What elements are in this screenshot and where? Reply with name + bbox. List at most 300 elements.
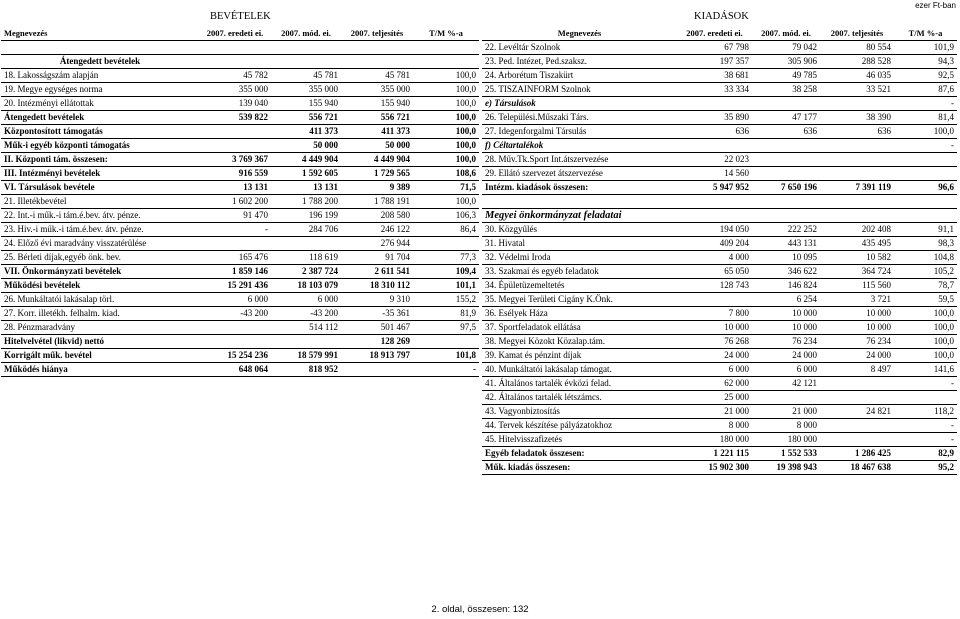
row-label: III. Intézményi bevételek bbox=[1, 167, 199, 181]
table-row bbox=[482, 391, 957, 405]
table-row bbox=[482, 321, 957, 335]
value-original bbox=[677, 293, 752, 307]
value-original bbox=[199, 321, 271, 335]
value-original: 409 204 bbox=[677, 237, 752, 251]
value-modified bbox=[271, 41, 341, 55]
value-percent bbox=[413, 237, 479, 251]
value-percent: 155,2 bbox=[413, 293, 479, 307]
value-actual: 411 373 bbox=[341, 125, 413, 139]
value-original bbox=[199, 41, 271, 55]
value-actual: 1 729 565 bbox=[341, 167, 413, 181]
value-modified: 49 785 bbox=[752, 69, 820, 83]
value-modified: 19 398 943 bbox=[752, 461, 820, 475]
value-original: 636 bbox=[677, 125, 752, 139]
table-row bbox=[482, 307, 957, 321]
value-original: 8 000 bbox=[677, 419, 752, 433]
value-actual: 435 495 bbox=[820, 237, 894, 251]
value-modified: 818 952 bbox=[271, 363, 341, 377]
value-percent: 100,0 bbox=[413, 195, 479, 209]
value-original: 38 681 bbox=[677, 69, 752, 83]
value-percent: 100,0 bbox=[413, 97, 479, 111]
table-row bbox=[482, 125, 957, 139]
value-original: 194 050 bbox=[677, 223, 752, 237]
row-label: 27. Korr. illetékh. felhalm. kiad. bbox=[1, 307, 199, 321]
row-label: II. Központi tám. összesen: bbox=[1, 153, 199, 167]
value-percent: - bbox=[894, 377, 957, 391]
value-percent: 81,4 bbox=[894, 111, 957, 125]
table-row bbox=[1, 153, 479, 167]
value-modified: 6 254 bbox=[752, 293, 820, 307]
row-label: 29. Ellátó szervezet átszervezése bbox=[482, 167, 677, 181]
value-actual: 76 234 bbox=[820, 335, 894, 349]
value-modified: 443 131 bbox=[752, 237, 820, 251]
value-modified: 42 121 bbox=[752, 377, 820, 391]
value-percent: 77,3 bbox=[413, 251, 479, 265]
col-percent: T/M %-a bbox=[894, 26, 957, 41]
value-actual: 24 821 bbox=[820, 405, 894, 419]
value-actual bbox=[820, 209, 894, 223]
value-actual bbox=[341, 363, 413, 377]
value-percent: 100,0 bbox=[894, 125, 957, 139]
value-modified: 146 824 bbox=[752, 279, 820, 293]
table-row bbox=[482, 223, 957, 237]
value-percent: 141,6 bbox=[894, 363, 957, 377]
value-original: 165 476 bbox=[199, 251, 271, 265]
value-actual bbox=[820, 419, 894, 433]
table-row bbox=[482, 419, 957, 433]
value-modified bbox=[752, 139, 820, 153]
table-row bbox=[1, 349, 479, 363]
value-actual: 7 391 119 bbox=[820, 181, 894, 195]
value-original: 916 559 bbox=[199, 167, 271, 181]
col-actual: 2007. teljesítés bbox=[341, 26, 413, 41]
table-row bbox=[482, 237, 957, 251]
value-percent: 100,0 bbox=[413, 111, 479, 125]
value-modified: 10 000 bbox=[752, 307, 820, 321]
table-row bbox=[482, 83, 957, 97]
row-label bbox=[1, 41, 199, 55]
value-modified: 50 000 bbox=[271, 139, 341, 153]
value-modified: 10 000 bbox=[752, 321, 820, 335]
value-modified: 411 373 bbox=[271, 125, 341, 139]
value-modified: 24 000 bbox=[752, 349, 820, 363]
revenues-section-title: BEVÉTELEK bbox=[210, 11, 271, 22]
row-label: 38. Megyei Közokt Közalap.tám. bbox=[482, 335, 677, 349]
value-modified: 8 000 bbox=[752, 419, 820, 433]
table-row bbox=[482, 55, 957, 69]
value-original bbox=[677, 195, 752, 209]
value-percent: 71,5 bbox=[413, 181, 479, 195]
row-label: Intézm. kiadások összesen: bbox=[482, 181, 677, 195]
row-label: e) Társulások bbox=[482, 97, 677, 111]
value-original bbox=[199, 55, 271, 69]
value-actual: 246 122 bbox=[341, 223, 413, 237]
col-modified: 2007. mód. ei. bbox=[752, 26, 820, 41]
value-original: 45 782 bbox=[199, 69, 271, 83]
table-row bbox=[482, 377, 957, 391]
value-actual: 636 bbox=[820, 125, 894, 139]
value-modified: 118 619 bbox=[271, 251, 341, 265]
value-actual bbox=[820, 153, 894, 167]
row-label: 21. Illetékbevétel bbox=[1, 195, 199, 209]
table-row bbox=[1, 209, 479, 223]
row-label bbox=[482, 195, 677, 209]
value-modified: 6 000 bbox=[271, 293, 341, 307]
value-modified: 355 000 bbox=[271, 83, 341, 97]
row-label: Megyei önkormányzat feladatai bbox=[482, 209, 677, 223]
value-modified bbox=[752, 153, 820, 167]
table-row bbox=[1, 335, 479, 349]
value-modified: 1 592 605 bbox=[271, 167, 341, 181]
row-label: 28. Műv.Tk.Sport Int.átszervezése bbox=[482, 153, 677, 167]
table-row bbox=[1, 223, 479, 237]
value-modified bbox=[271, 55, 341, 69]
value-original: 15 254 236 bbox=[199, 349, 271, 363]
value-original bbox=[199, 125, 271, 139]
value-percent: 101,9 bbox=[894, 41, 957, 55]
value-percent: 108,6 bbox=[413, 167, 479, 181]
value-actual: 1 286 425 bbox=[820, 447, 894, 461]
value-original: 648 064 bbox=[199, 363, 271, 377]
row-label: 32. Védelmi Iroda bbox=[482, 251, 677, 265]
table-row bbox=[482, 69, 957, 83]
row-label: 27. Idegenforgalmi Társulás bbox=[482, 125, 677, 139]
row-label: Egyéb feladatok összesen: bbox=[482, 447, 677, 461]
value-actual: 4 449 904 bbox=[341, 153, 413, 167]
value-original: 5 947 952 bbox=[677, 181, 752, 195]
value-actual: 10 000 bbox=[820, 321, 894, 335]
expenditures-section-title: KIADÁSOK bbox=[694, 11, 749, 22]
value-percent: 109,4 bbox=[413, 265, 479, 279]
value-actual: 115 560 bbox=[820, 279, 894, 293]
value-percent: 78,7 bbox=[894, 279, 957, 293]
col-modified: 2007. mód. ei. bbox=[271, 26, 341, 41]
value-actual: 3 721 bbox=[820, 293, 894, 307]
value-original: 6 000 bbox=[199, 293, 271, 307]
value-actual: 2 611 541 bbox=[341, 265, 413, 279]
table-row bbox=[1, 293, 479, 307]
row-label: 25. Bérleti díjak,egyéb önk. bev. bbox=[1, 251, 199, 265]
value-actual: 556 721 bbox=[341, 111, 413, 125]
value-percent: 92,5 bbox=[894, 69, 957, 83]
value-original: 539 822 bbox=[199, 111, 271, 125]
table-row bbox=[482, 293, 957, 307]
value-actual: 1 788 191 bbox=[341, 195, 413, 209]
value-modified: 38 258 bbox=[752, 83, 820, 97]
value-original: 35 890 bbox=[677, 111, 752, 125]
value-percent: 91,1 bbox=[894, 223, 957, 237]
value-original: 197 357 bbox=[677, 55, 752, 69]
value-actual: 24 000 bbox=[820, 349, 894, 363]
row-label: 45. Hitelvisszafizetés bbox=[482, 433, 677, 447]
row-label: 19. Megye egységes norma bbox=[1, 83, 199, 97]
value-original: 76 268 bbox=[677, 335, 752, 349]
value-percent: 100,0 bbox=[894, 321, 957, 335]
value-original: 10 000 bbox=[677, 321, 752, 335]
row-label: 43. Vagyonbiztosítás bbox=[482, 405, 677, 419]
value-original: 15 291 436 bbox=[199, 279, 271, 293]
value-actual: 18 310 112 bbox=[341, 279, 413, 293]
row-label: 34. Épületüzemeltetés bbox=[482, 279, 677, 293]
table-row bbox=[1, 195, 479, 209]
value-percent: 100,0 bbox=[413, 139, 479, 153]
col-percent: T/M %-a bbox=[413, 26, 479, 41]
table-row bbox=[1, 125, 479, 139]
value-actual: 10 582 bbox=[820, 251, 894, 265]
value-original: 22 023 bbox=[677, 153, 752, 167]
table-row bbox=[482, 167, 957, 181]
value-percent: 94,3 bbox=[894, 55, 957, 69]
value-original: 139 040 bbox=[199, 97, 271, 111]
value-percent: - bbox=[413, 363, 479, 377]
value-actual bbox=[820, 167, 894, 181]
value-original: 6 000 bbox=[677, 363, 752, 377]
value-percent bbox=[894, 209, 957, 223]
value-modified: 47 177 bbox=[752, 111, 820, 125]
row-label: VI. Társulások bevétele bbox=[1, 181, 199, 195]
row-label: Műk. kiadás összesen: bbox=[482, 461, 677, 475]
value-modified: 4 449 904 bbox=[271, 153, 341, 167]
page-footer: 2. oldal, összesen: 132 bbox=[431, 604, 529, 615]
row-label: 26. Települési.Műszaki Társ. bbox=[482, 111, 677, 125]
value-modified bbox=[271, 237, 341, 251]
table-row bbox=[1, 111, 479, 125]
value-percent: 97,5 bbox=[413, 321, 479, 335]
row-label: 33. Szakmai és egyéb feladatok bbox=[482, 265, 677, 279]
value-modified: 305 906 bbox=[752, 55, 820, 69]
value-percent: 98,3 bbox=[894, 237, 957, 251]
value-percent: 86,4 bbox=[413, 223, 479, 237]
unit-label: ezer Ft-ban bbox=[915, 1, 956, 10]
value-modified: 45 781 bbox=[271, 69, 341, 83]
value-original: 14 560 bbox=[677, 167, 752, 181]
value-original: 128 743 bbox=[677, 279, 752, 293]
value-modified: 18 103 079 bbox=[271, 279, 341, 293]
table-row bbox=[482, 363, 957, 377]
value-original bbox=[199, 139, 271, 153]
row-label: 31. Hivatal bbox=[482, 237, 677, 251]
value-modified: 6 000 bbox=[752, 363, 820, 377]
value-modified: 18 579 991 bbox=[271, 349, 341, 363]
value-actual: 128 269 bbox=[341, 335, 413, 349]
row-label: 42. Általános tartalék létszámcs. bbox=[482, 391, 677, 405]
value-percent bbox=[894, 391, 957, 405]
row-label: 39. Kamat és pénzint díjak bbox=[482, 349, 677, 363]
value-percent: - bbox=[894, 139, 957, 153]
value-percent: 87,6 bbox=[894, 83, 957, 97]
value-modified: 180 000 bbox=[752, 433, 820, 447]
value-original: -43 200 bbox=[199, 307, 271, 321]
row-label: 35. Megyei Területi Cigány K.Önk. bbox=[482, 293, 677, 307]
value-actual: 18 913 797 bbox=[341, 349, 413, 363]
table-row bbox=[1, 97, 479, 111]
value-modified: 636 bbox=[752, 125, 820, 139]
col-original: 2007. eredeti ei. bbox=[199, 26, 271, 41]
value-actual: -35 361 bbox=[341, 307, 413, 321]
value-modified: 21 000 bbox=[752, 405, 820, 419]
value-actual: 355 000 bbox=[341, 83, 413, 97]
value-actual: 8 497 bbox=[820, 363, 894, 377]
value-modified: 222 252 bbox=[752, 223, 820, 237]
value-actual bbox=[820, 433, 894, 447]
row-label: Központosított támogatás bbox=[1, 125, 199, 139]
value-actual bbox=[820, 377, 894, 391]
value-original: 91 470 bbox=[199, 209, 271, 223]
value-modified: -43 200 bbox=[271, 307, 341, 321]
row-label: 37. Sportfeladatok ellátása bbox=[482, 321, 677, 335]
table-row bbox=[482, 447, 957, 461]
value-actual: 80 554 bbox=[820, 41, 894, 55]
value-actual: 208 580 bbox=[341, 209, 413, 223]
table-row bbox=[482, 335, 957, 349]
value-percent: 81,9 bbox=[413, 307, 479, 321]
table-row bbox=[482, 209, 957, 223]
value-actual: 9 389 bbox=[341, 181, 413, 195]
table-row bbox=[1, 167, 479, 181]
value-original: 7 800 bbox=[677, 307, 752, 321]
value-modified: 346 622 bbox=[752, 265, 820, 279]
row-label: 30. Közgyűlés bbox=[482, 223, 677, 237]
row-label: Korrigált műk. bevétel bbox=[1, 349, 199, 363]
value-modified bbox=[752, 97, 820, 111]
value-actual bbox=[820, 391, 894, 405]
value-modified: 13 131 bbox=[271, 181, 341, 195]
value-actual bbox=[820, 139, 894, 153]
expenditures-table bbox=[482, 26, 957, 475]
value-percent: 106,3 bbox=[413, 209, 479, 223]
value-percent bbox=[894, 153, 957, 167]
row-label: 23. Ped. Intézet, Ped.szaksz. bbox=[482, 55, 677, 69]
value-original: - bbox=[199, 223, 271, 237]
table-row bbox=[482, 111, 957, 125]
value-actual: 155 940 bbox=[341, 97, 413, 111]
value-actual: 46 035 bbox=[820, 69, 894, 83]
table-row bbox=[1, 55, 479, 69]
row-label: Működési bevételek bbox=[1, 279, 199, 293]
value-actual: 288 528 bbox=[820, 55, 894, 69]
value-percent: 105,2 bbox=[894, 265, 957, 279]
row-label: 18. Lakosságszám alapján bbox=[1, 69, 199, 83]
value-percent: 100,0 bbox=[894, 349, 957, 363]
col-actual: 2007. teljesítés bbox=[820, 26, 894, 41]
value-actual: 38 390 bbox=[820, 111, 894, 125]
value-original: 1 221 115 bbox=[677, 447, 752, 461]
row-label: 25. TISZAINFORM Szolnok bbox=[482, 83, 677, 97]
table-row bbox=[482, 41, 957, 55]
value-modified: 556 721 bbox=[271, 111, 341, 125]
value-percent: 100,0 bbox=[894, 307, 957, 321]
row-label: 40. Munkáltatói lakásalap támogat. bbox=[482, 363, 677, 377]
value-original: 180 000 bbox=[677, 433, 752, 447]
value-percent bbox=[413, 335, 479, 349]
table-row bbox=[482, 251, 957, 265]
row-label: 44. Tervek készítése pályázatokhoz bbox=[482, 419, 677, 433]
value-modified: 2 387 724 bbox=[271, 265, 341, 279]
value-percent: 100,0 bbox=[413, 125, 479, 139]
value-actual: 91 704 bbox=[341, 251, 413, 265]
row-label: 28. Pénzmaradvány bbox=[1, 321, 199, 335]
row-label: 20. Intézményi ellátottak bbox=[1, 97, 199, 111]
table-row bbox=[1, 363, 479, 377]
row-label: Hitelvelvétel (likvid) nettó bbox=[1, 335, 199, 349]
row-label: Működés hiánya bbox=[1, 363, 199, 377]
table-row bbox=[482, 97, 957, 111]
value-actual bbox=[820, 195, 894, 209]
table-row bbox=[1, 279, 479, 293]
value-modified bbox=[752, 391, 820, 405]
col-original: 2007. eredeti ei. bbox=[677, 26, 752, 41]
value-actual: 33 521 bbox=[820, 83, 894, 97]
value-percent: 100,0 bbox=[413, 69, 479, 83]
row-label: f) Céltartalékok bbox=[482, 139, 677, 153]
value-modified: 79 042 bbox=[752, 41, 820, 55]
table-row bbox=[1, 69, 479, 83]
col-name: Megnevezés bbox=[482, 26, 677, 41]
row-label: 22. Int.-i műk.-i tám.é.bev. átv. pénze. bbox=[1, 209, 199, 223]
table-row bbox=[1, 83, 479, 97]
value-modified: 514 112 bbox=[271, 321, 341, 335]
value-percent bbox=[894, 167, 957, 181]
table-row bbox=[1, 265, 479, 279]
table-row bbox=[1, 251, 479, 265]
value-modified bbox=[752, 209, 820, 223]
value-percent: 100,0 bbox=[413, 153, 479, 167]
value-actual: 10 000 bbox=[820, 307, 894, 321]
value-actual bbox=[341, 41, 413, 55]
value-original: 24 000 bbox=[677, 349, 752, 363]
value-percent: 96,6 bbox=[894, 181, 957, 195]
value-percent: - bbox=[894, 433, 957, 447]
value-original: 13 131 bbox=[199, 181, 271, 195]
table-row bbox=[482, 195, 957, 209]
value-original: 67 798 bbox=[677, 41, 752, 55]
value-original: 1 859 146 bbox=[199, 265, 271, 279]
value-actual: 364 724 bbox=[820, 265, 894, 279]
value-original: 25 000 bbox=[677, 391, 752, 405]
row-label: 36. Esélyek Háza bbox=[482, 307, 677, 321]
table-row bbox=[1, 181, 479, 195]
row-label: 23. Hiv.-i műk.-i tám.é.bev. átv. pénze. bbox=[1, 223, 199, 237]
table-row bbox=[1, 237, 479, 251]
value-original bbox=[199, 237, 271, 251]
row-label: 24. Előző évi maradvány visszatérülése bbox=[1, 237, 199, 251]
value-original: 21 000 bbox=[677, 405, 752, 419]
row-label: Átengedett bevételek bbox=[1, 55, 199, 69]
table-row bbox=[482, 405, 957, 419]
value-percent: - bbox=[894, 97, 957, 111]
value-percent: 59,5 bbox=[894, 293, 957, 307]
value-percent: 101,1 bbox=[413, 279, 479, 293]
table-row bbox=[1, 321, 479, 335]
value-original: 15 902 300 bbox=[677, 461, 752, 475]
value-modified: 7 650 196 bbox=[752, 181, 820, 195]
col-name: Megnevezés bbox=[1, 26, 199, 41]
value-percent bbox=[413, 55, 479, 69]
value-modified: 10 095 bbox=[752, 251, 820, 265]
value-actual bbox=[820, 97, 894, 111]
table-row bbox=[482, 139, 957, 153]
row-label: Átengedett bevételek bbox=[1, 111, 199, 125]
value-modified: 1 552 533 bbox=[752, 447, 820, 461]
value-modified bbox=[752, 167, 820, 181]
table-row bbox=[1, 139, 479, 153]
value-actual: 501 467 bbox=[341, 321, 413, 335]
value-modified: 196 199 bbox=[271, 209, 341, 223]
value-actual: 202 408 bbox=[820, 223, 894, 237]
value-original: 355 000 bbox=[199, 83, 271, 97]
value-percent bbox=[413, 41, 479, 55]
table-row bbox=[482, 349, 957, 363]
